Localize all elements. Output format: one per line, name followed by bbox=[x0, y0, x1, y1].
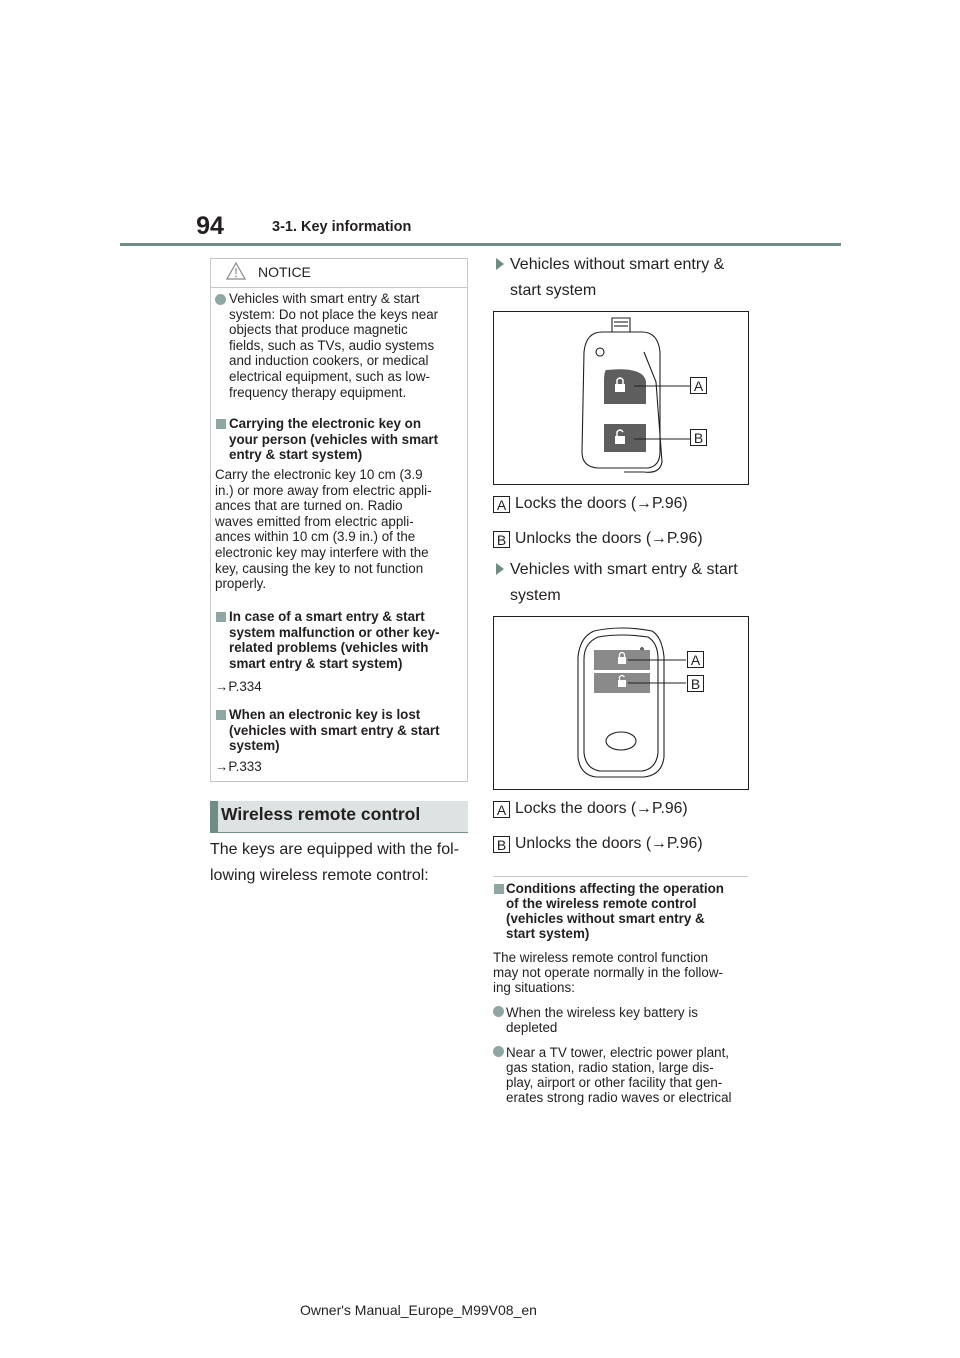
warning-icon bbox=[226, 262, 246, 280]
notice-paragraph: Carry the electronic key 10 cm (3.9 in.) or more away from electric appli- ances that are turned on. Radio waves emitted from electric appli- ances within 10 cm (3.9 in.) of the electronic key may interfere with the key, causing the key to not function properly. bbox=[215, 467, 432, 592]
callout-label-a: A bbox=[687, 651, 704, 668]
caption-unlocks: Unlocks the doors (→P.96) bbox=[515, 530, 703, 547]
caption-locks: Locks the doors (→P.96) bbox=[515, 495, 688, 512]
triangle-bullet-icon bbox=[496, 563, 504, 575]
caption-tag-b: B bbox=[493, 531, 510, 548]
section-intro: The keys are equipped with the fol- lowing wireless remote control: bbox=[210, 841, 460, 884]
figure-key-without-smart-entry bbox=[493, 311, 749, 485]
figure-key-with-smart-entry bbox=[493, 616, 749, 790]
section-title: 3-1. Key information bbox=[272, 219, 412, 235]
bullet-dot-icon bbox=[215, 294, 226, 305]
triangle-bullet-icon bbox=[496, 258, 504, 270]
callout-label-a: A bbox=[690, 377, 707, 394]
square-bullet-icon bbox=[216, 612, 226, 622]
page-number: 94 bbox=[196, 212, 224, 240]
footer-text: Owner's Manual_Europe_M99V08_en bbox=[300, 1302, 537, 1318]
subheading-without-smart-entry: Vehicles without smart entry & start system bbox=[510, 256, 725, 299]
subheading-with-smart-entry: Vehicles with smart entry & start system bbox=[510, 561, 738, 604]
square-bullet-icon bbox=[216, 710, 226, 720]
page-reference-333[interactable]: →P.333 bbox=[215, 759, 262, 774]
notice-bullet-text: Vehicles with smart entry & start system: Do not place the keys near objects that produce magnetic fields, such as TVs, audio systems and induction cookers, or medical electrical equipment, such as low- frequency therapy equipment. bbox=[229, 291, 439, 400]
notice-label: NOTICE bbox=[258, 264, 311, 280]
caption-unlocks: Unlocks the doors (→P.96) bbox=[515, 835, 703, 852]
square-bullet-icon bbox=[216, 419, 226, 429]
page-reference-334[interactable]: →P.334 bbox=[215, 679, 262, 694]
notice-heading-lost: When an electronic key is lost (vehicles with smart entry & start system) bbox=[229, 707, 440, 754]
caption-tag-a: A bbox=[493, 801, 510, 818]
conditions-paragraph: The wireless remote control function may not operate normally in the follow- ing situations: bbox=[493, 950, 723, 995]
callout-label-b: B bbox=[690, 429, 707, 446]
condition-item-battery: When the wireless key battery is depleted bbox=[506, 1005, 699, 1035]
condition-item-tv-tower: Near a TV tower, electric power plant, gas station, radio station, large dis- play, airport or other facility that gen- erates strong radio waves or electrical bbox=[506, 1045, 732, 1105]
bullet-dot-icon bbox=[493, 1046, 504, 1057]
conditions-heading: Conditions affecting the operation of the wireless remote control (vehicles without smart entry & start system) bbox=[506, 881, 724, 941]
notice-heading-malfunction: In case of a smart entry & start system malfunction or other key- related problems (vehicles with smart entry & start system) bbox=[229, 609, 440, 671]
key-fob-illustration bbox=[494, 312, 748, 484]
divider bbox=[493, 876, 748, 877]
square-bullet-icon bbox=[494, 884, 504, 894]
notice-header bbox=[210, 258, 468, 288]
smart-key-illustration bbox=[494, 617, 748, 789]
caption-tag-b: B bbox=[493, 836, 510, 853]
caption-locks: Locks the doors (→P.96) bbox=[515, 800, 688, 817]
header-rule bbox=[120, 243, 841, 246]
section-heading-underline bbox=[210, 832, 468, 833]
section-heading: Wireless remote control bbox=[221, 804, 421, 824]
bullet-dot-icon bbox=[493, 1006, 504, 1017]
callout-label-b: B bbox=[687, 675, 704, 692]
caption-tag-a: A bbox=[493, 496, 510, 513]
notice-heading-carrying: Carrying the electronic key on your person (vehicles with smart entry & start system) bbox=[229, 416, 439, 463]
